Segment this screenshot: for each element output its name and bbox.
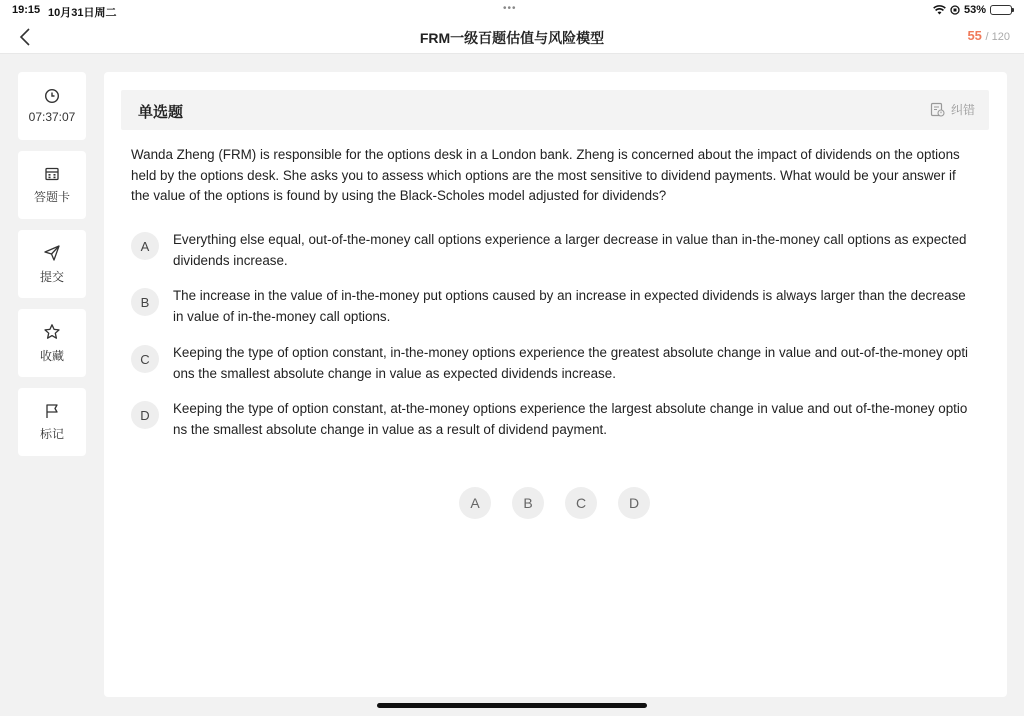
- question-card: [104, 72, 1007, 697]
- question-stem: Wanda Zheng (FRM) is responsible for the options desk in a London bank. Zheng is concerned about the impact of dividends on the options held by the options desk. She asks you to assess which options are the most sensitive to dividend payments. What would be your answer if the value of the options is found by using the Black-Scholes model adjusted for dividends?: [131, 147, 960, 203]
- option-letter: A: [131, 232, 159, 260]
- report-error-label: 纠错: [950, 103, 975, 117]
- multitask-dots-icon[interactable]: •••: [503, 3, 517, 14]
- answer-card-icon: [44, 166, 60, 182]
- option-c[interactable]: [131, 342, 971, 384]
- battery-icon: [990, 5, 1012, 15]
- option-letter: C: [131, 345, 159, 373]
- answer-card-label: 答题卡: [33, 189, 70, 204]
- status-bar: [0, 0, 1024, 22]
- answer-button-a[interactable]: A: [459, 487, 491, 519]
- total-questions: / 120: [985, 31, 1010, 43]
- status-time: 19:15: [12, 4, 41, 16]
- star-icon: [43, 323, 61, 341]
- home-indicator[interactable]: [377, 703, 647, 708]
- timer-value: 07:37:07: [28, 110, 76, 124]
- answer-button-b[interactable]: B: [512, 487, 544, 519]
- favorite-button[interactable]: [18, 309, 86, 377]
- status-right: [933, 4, 1012, 16]
- answer-button-c[interactable]: C: [565, 487, 597, 519]
- favorite-label: 收藏: [39, 348, 64, 363]
- option-text: Keeping the type of option constant, in-the-money options experience the greatest absolute change in value and out-of-the-money options the smallest absolute change in value as expected dividends increase.: [173, 345, 969, 381]
- report-error-button[interactable]: [930, 101, 975, 118]
- question-progress: [967, 28, 1010, 43]
- current-question-number: 55: [967, 28, 982, 43]
- submit-button[interactable]: [18, 230, 86, 298]
- option-text: The increase in the value of in-the-money put options caused by an increase in expected dividends is always larger than the decrease in value of in-the-money call options.: [173, 288, 966, 324]
- question-header: [121, 90, 989, 130]
- send-icon: [43, 244, 61, 262]
- option-letter: B: [131, 288, 159, 316]
- orientation-lock-icon: [950, 5, 960, 15]
- option-a[interactable]: [131, 229, 971, 271]
- option-letter: D: [131, 401, 159, 429]
- option-text: Everything else equal, out-of-the-money call options experience a larger decrease in value than in-the-money call options as expected dividends increase.: [173, 232, 967, 268]
- answer-card-button[interactable]: [18, 151, 86, 219]
- clock-icon: [44, 88, 60, 104]
- battery-percent: 53%: [963, 4, 986, 16]
- mark-button[interactable]: [18, 388, 86, 456]
- wifi-icon: [933, 5, 946, 15]
- flag-icon: [44, 403, 60, 419]
- timer-card: [18, 72, 86, 140]
- nav-bar: [0, 22, 1024, 54]
- option-text: Keeping the type of option constant, at-the-money options experience the largest absolute change in value and out of-the-money options the smallest absolute change in value as a result of dividend payment.: [173, 401, 968, 437]
- answer-button-d[interactable]: D: [618, 487, 650, 519]
- answer-button-row: [459, 487, 650, 519]
- option-d[interactable]: [131, 398, 971, 440]
- mark-label: 标记: [39, 426, 64, 441]
- status-date: 10月31日周二: [48, 7, 117, 19]
- submit-label: 提交: [39, 269, 64, 284]
- question-type: 单选题: [138, 104, 184, 121]
- report-error-icon: [930, 102, 945, 117]
- page-title: FRM一级百题估值与风险模型: [419, 30, 605, 46]
- option-b[interactable]: [131, 285, 971, 327]
